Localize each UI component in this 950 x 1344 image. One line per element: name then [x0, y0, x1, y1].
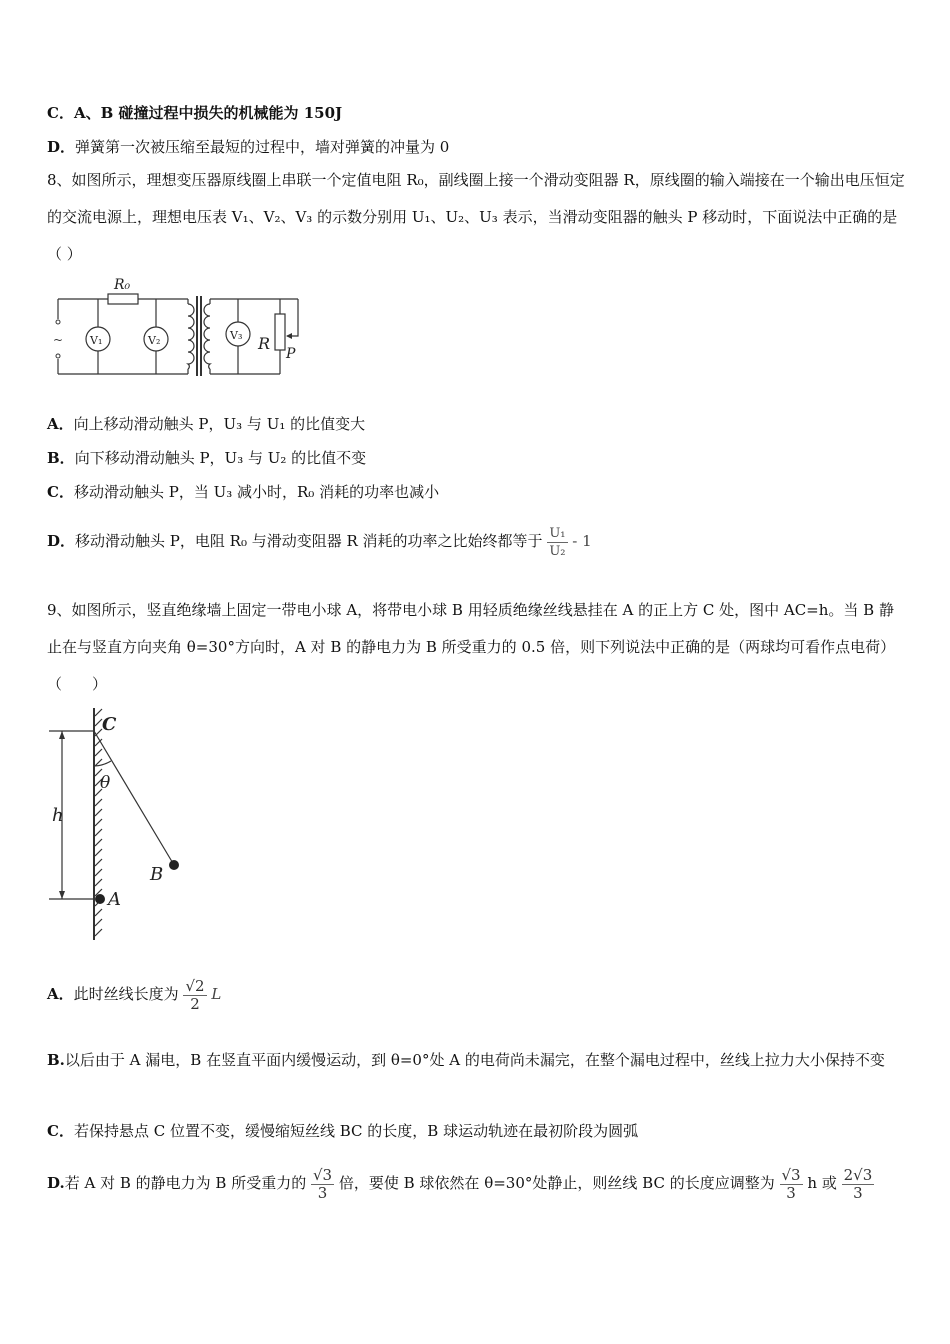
q9-fig-a-label: A [108, 889, 121, 910]
q8-secondary-coil [204, 304, 210, 369]
q8-rheostat-r [275, 314, 285, 350]
q8-frac-num: U₁ [549, 525, 566, 541]
q8-option-c-label: C． [47, 483, 74, 501]
q9-d-frac1-den: 3 [317, 1183, 328, 1202]
q8-primary-coil [188, 304, 194, 369]
q8-resistor-r0 [108, 294, 138, 304]
q9-option-b-label: B. [47, 1051, 65, 1069]
q9-d-frac3-den: 3 [853, 1183, 863, 1202]
q8-option-a [47, 414, 365, 434]
q9-thread [94, 731, 174, 865]
q9-option-d-text2: 倍，要使 B 球依然在 θ=30°处静止，则丝线 BC 的长度应调整为 [338, 1174, 775, 1192]
q8-number: 8、 [47, 171, 72, 189]
q8-stem-text: 如图所示，理想变压器原线圈上串联一个定值电阻 R₀，副线圈上接一个滑动变阻器 R，原线圈的输入端接在一个输出电压恒定的交流电源上，理想电压表 V₁、V₂、V₃ 的示数分别用 U₁、U₂、U₃ 表示，当滑动变阻器的触头 P 移动时，下面说法中正确的是（ ） [47, 171, 905, 263]
q9-option-a-text: 此时丝线长度为 [73, 985, 179, 1003]
q8-option-c-text: 移动滑动触头 P，当 U₃ 减小时，R₀ 消耗的功率也减小 [73, 483, 440, 501]
q8-stem [47, 162, 905, 273]
q9-fig-h-label: h [52, 805, 64, 826]
q8-option-b-label: B． [47, 449, 75, 467]
q9-stem-text: 如图所示，竖直绝缘墙上固定一带电小球 A，将带电小球 B 用轻质绝缘丝线悬挂在 A 的正上方 C 处，图中 AC=h。当 B 静止在与竖直方向夹角 θ=30°方向时，A 对 B 的静电力为 B 所受重力的 0.5 倍，则下列说法中正确的是（两球均可看作点电荷）（ ） [47, 601, 896, 693]
q9-option-b-text: 以后由于 A 漏电，B 在竖直平面内缓慢运动，到 θ=0°处 A 的电荷尚未漏完，在整个漏电过程中，丝线上拉力大小保持不变 [64, 1051, 885, 1069]
q9-d-frac2-num: √3 [781, 1165, 801, 1184]
q7-option-d-text: 弹簧第一次被压缩至最短的过程中，墙对弹簧的冲量为 0 [75, 138, 450, 156]
q8-option-b [47, 448, 366, 468]
q8-fig-v3-label: V₃ [230, 329, 243, 342]
q8-fig-p-label: P [286, 346, 296, 362]
q9-option-d-fraction-3 [842, 1167, 875, 1202]
q7-option-d-label: D． [47, 138, 76, 156]
q9-stem [47, 592, 905, 703]
q9-d-frac3-num: 2√3 [843, 1165, 873, 1184]
q8-option-a-text: 向上移动滑动触头 P，U₃ 与 U₁ 的比值变大 [73, 415, 366, 433]
q8-frac-tail: - 1 [572, 532, 592, 550]
q8-option-d [47, 518, 592, 564]
q8-circuit-figure [48, 274, 308, 380]
q9-a-frac-den: 2 [190, 994, 200, 1013]
q9-ball-b [169, 860, 179, 870]
q9-option-d-text1: 若 A 对 B 的静电力为 B 所受重力的 [64, 1174, 307, 1192]
q8-fig-source: ~ [53, 333, 64, 347]
q9-option-d-label: D. [47, 1174, 65, 1192]
q7-option-c [47, 103, 342, 123]
q8-option-d-fraction [547, 525, 567, 560]
q9-option-d-fraction-1 [311, 1167, 334, 1202]
q9-d-frac2-den: 3 [786, 1183, 796, 1202]
q8-frac-den: U₂ [549, 543, 566, 559]
q9-d-frac1-num: √3 [312, 1165, 333, 1184]
q9-option-b [47, 1043, 905, 1077]
q9-option-c [47, 1121, 638, 1141]
q9-fig-b-label: B [150, 864, 164, 885]
q9-option-c-label: C． [47, 1122, 74, 1140]
q8-fig-v1-label: V₁ [90, 334, 103, 347]
q8-fig-r-label: R [258, 334, 271, 353]
q9-fig-c-label: C [102, 714, 117, 735]
q7-option-d [47, 137, 449, 157]
q9-option-a [47, 966, 221, 1022]
q9-option-a-fraction [183, 978, 206, 1013]
q9-fig-theta-label: θ [100, 773, 111, 793]
q8-fig-r0-label: R₀ [114, 277, 131, 293]
q9-ball-a [95, 894, 105, 904]
q9-option-a-label: A． [47, 985, 74, 1003]
q9-number: 9、 [47, 601, 72, 619]
q9-option-d-text3: h 或 [807, 1174, 837, 1192]
q8-option-d-text: 移动滑动触头 P，电阻 R₀ 与滑动变阻器 R 消耗的功率之比始终都等于 [75, 532, 543, 550]
q9-a-frac-tail: L [211, 985, 222, 1003]
q9-a-frac-num: √2 [185, 976, 205, 995]
q9-option-d [47, 1155, 874, 1211]
q9-option-c-text: 若保持悬点 C 位置不变，缓慢缩短丝线 BC 的长度，B 球运动轨迹在最初阶段为圆弧 [73, 1122, 639, 1140]
q9-wall-figure [46, 708, 196, 944]
q7-option-c-text: A、B 碰撞过程中损失的机械能为 150J [73, 104, 343, 122]
q8-option-b-text: 向下移动滑动触头 P，U₃ 与 U₂ 的比值不变 [74, 449, 367, 467]
q8-option-a-label: A． [47, 415, 74, 433]
q8-option-c [47, 482, 439, 502]
q8-option-d-label: D． [47, 532, 76, 550]
q8-fig-v2-label: V₂ [148, 334, 161, 347]
q7-option-c-label: C． [47, 104, 74, 122]
q9-option-d-fraction-2 [780, 1167, 803, 1202]
